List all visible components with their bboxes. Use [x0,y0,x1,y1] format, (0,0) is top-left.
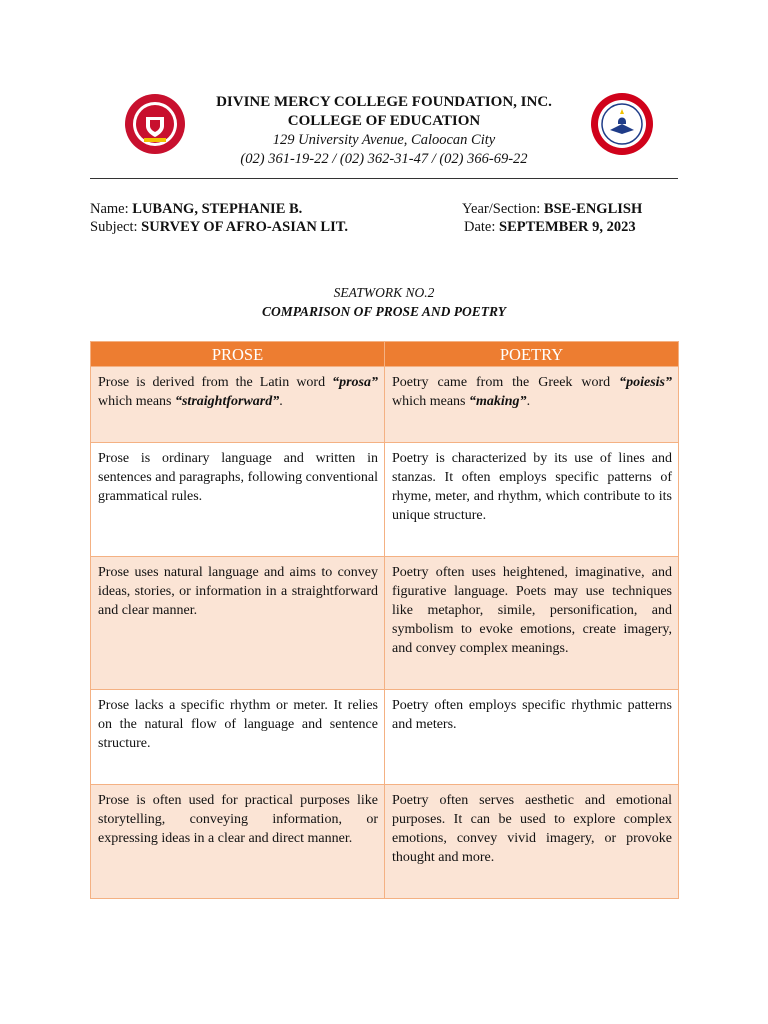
college-name: COLLEGE OF EDUCATION [287,113,481,129]
name-line [90,200,302,218]
phone-numbers: (02) 361-19-22 / (02) 362-31-47 / (02) 366-69-22 [240,151,528,167]
poetry-cell: Poetry often uses heightened, imaginative, and figurative language. Poets may use techniques like metaphor, simile, personification, and symbolism to evoke emotions, create imagery, and convey complex meanings. [385,557,679,690]
poetry-cell: Poetry often serves aesthetic and emotional purposes. It can be used to explore complex emotions, convey vivid imagery, or provoke thought and more. [385,785,679,899]
table-header-row [91,342,679,367]
poetry-cell [385,367,679,443]
greek-term: “poiesis” [619,375,672,390]
cell-text: Poetry came from the Greek word [392,375,620,390]
date-value: SEPTEMBER 9, 2023 [499,219,636,235]
year-section-label: Year/Section: [462,201,541,217]
year-section-value: BSE-ENGLISH [543,201,643,217]
letterhead [90,93,678,169]
prose-header: PROSE [91,342,385,367]
cell-text: which means [98,394,175,409]
subject-line [90,218,348,236]
seatwork-title: SEATWORK NO.2 [333,285,435,300]
address: 129 University Avenue, Caloocan City [272,132,496,148]
table-row [91,367,679,443]
table-row [91,690,679,785]
poetry-cell: Poetry often employs specific rhythmic patterns and meters. [385,690,679,785]
meaning-term: “straightforward” [174,394,280,409]
prose-cell: Prose uses natural language and aims to convey ideas, stories, or information in a straightforward and clear manner. [91,557,385,690]
subject-value: SURVEY OF AFRO-ASIAN LIT. [141,219,348,235]
table-row [91,557,679,690]
student-name: LUBANG, STEPHANIE B. [132,201,303,217]
cell-text: . [526,394,531,409]
prose-cell: Prose is often used for practical purposes like storytelling, conveying information, or expressing ideas in a clear and direct manner. [91,785,385,899]
year-section-line [462,200,642,218]
institution-name: DIVINE MERCY COLLEGE FOUNDATION, INC. [216,94,552,110]
table-row [91,443,679,557]
cell-text: which means [392,394,469,409]
header-divider [90,178,678,179]
table-row [91,785,679,899]
cell-text: Prose is derived from the Latin word [98,375,333,390]
prose-cell: Prose lacks a specific rhythm or meter. It relies on the natural flow of language and sentence structure. [91,690,385,785]
comparison-title: COMPARISON OF PROSE AND POETRY [261,304,507,319]
poetry-cell: Poetry is characterized by its use of lines and stanzas. It often employs specific patterns of rhyme, meter, and rhythm, which contribute to its unique structure. [385,443,679,557]
poetry-header: POETRY [385,342,679,367]
prose-cell [91,367,385,443]
cell-text: . [279,394,283,409]
latin-term: “prosa” [332,375,378,390]
subject-label: Subject: [90,219,138,235]
comparison-table [90,341,679,899]
date-line [464,218,636,236]
meaning-term: “making” [468,394,527,409]
name-label: Name: [90,201,129,217]
prose-cell: Prose is ordinary language and written in sentences and paragraphs, following conventional grammatical rules. [91,443,385,557]
date-label: Date: [464,219,496,235]
